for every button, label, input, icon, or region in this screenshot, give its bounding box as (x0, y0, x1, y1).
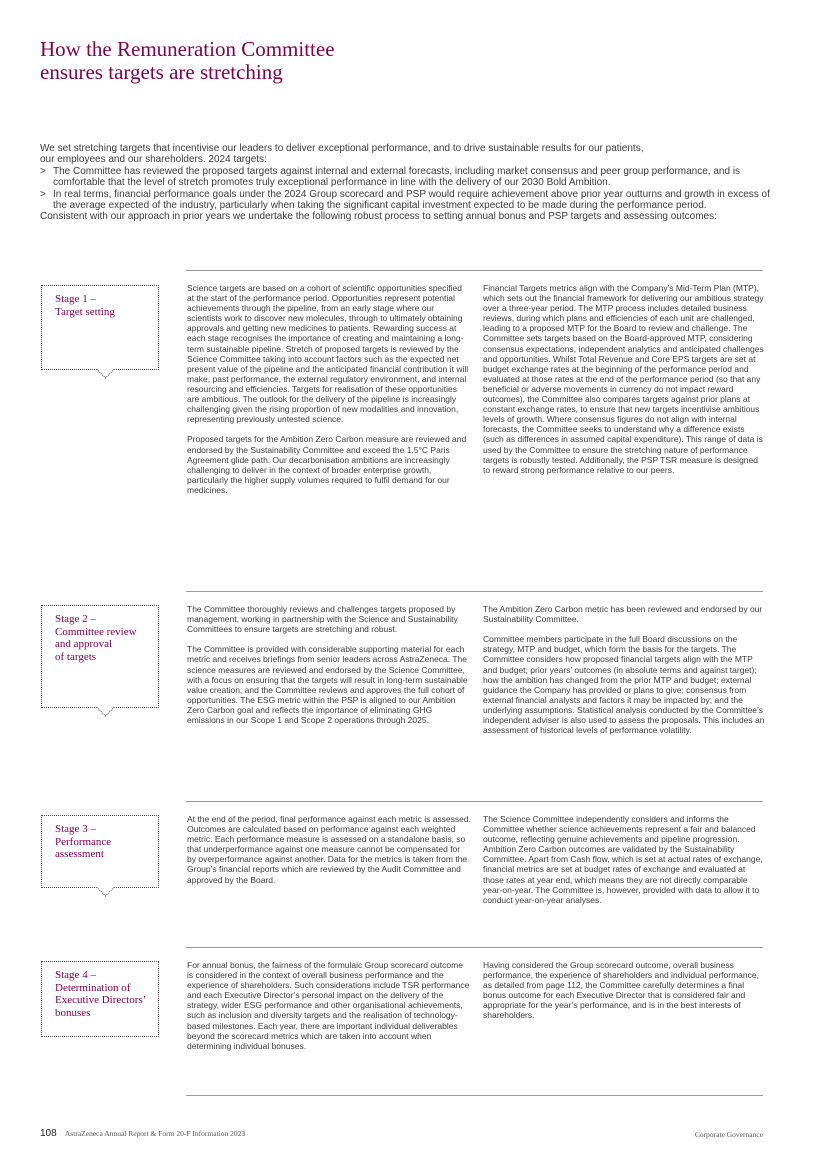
stage-4-top-rule (186, 947, 763, 948)
stage-2-col2-para-2: Committee members participate in the full Board discussions on the strategy, MTP and budget, which form the basis for the targets. The Committee considers how proposed financial targets align with the MTP and budget; prior years’ outcomes (in absolute terms and against target); how the ambition has changed from the prior MTP and budget; external guidance the Company has provided or plans to give; consensus from external financial analysts and factors it may be impacted by; and the underlying assumptions. Statistical analysis conducted by the Committee’s independent adviser is also used to assess the proposals. This includes an assessment of historical levels of performance volatility. (483, 634, 765, 736)
section-bottom-rule (186, 1095, 763, 1096)
stage-3-title-line1: Performance (55, 835, 112, 848)
stage-4-title-line1: Determination of (55, 981, 131, 994)
stage-2-number: Stage 2 – (55, 613, 96, 625)
intro-bullet-1-text: The Committee has reviewed the proposed targets against internal and external forecasts, including market consensus and peer group performance, and is comfortable that the level of stretch promotes truly exceptional performance in line with the delivery of our 2030 Bold Ambition. (53, 165, 741, 189)
stage-3-title-line2: assessment (55, 848, 104, 861)
stage-4-number: Stage 4 – (55, 969, 96, 981)
stage-1-column-1 (187, 283, 471, 495)
page-title (40, 38, 540, 84)
stage-4-column-1 (187, 960, 471, 1051)
stage-1-number: Stage 1 – (55, 293, 96, 305)
stage-2-col1-para-2: The Committee is provided with considerable supporting material for each metric and receives briefings from senior leaders across AstraZeneca. The science measures are reviewed and endorsed by the Science Committee, with a focus on ensuring that the targets will result in long-term sustainable value creation, and the Committee reviews and approves the full cohort of opportunities. The ESG metric within the PSP is aligned to our Ambition Zero Carbon goal and reflects the importance of eliminating GHG emissions in our Scope 1 and Scope 2 operations through 2025. (187, 644, 468, 726)
page-number: 108 (40, 1128, 57, 1139)
stage-2-title-line2: and approval (55, 638, 113, 651)
stage-4-col1-para-1: For annual bonus, the fairness of the formulaic Group scorecard outcome is considered in the context of overall business performance and the experience of shareholders. Such considerations include TSR performance and each Executive Director’s personal impact on the delivery of the strategy, wider ESG performance and other organisational achievements, such as inclusion and diversity targets and the realisation of technology-based milestones. Each year, there are important individual deliverables beyond the scorecard metrics which are taken into account when determining individual bonuses. (187, 960, 470, 1051)
stage-3-top-rule (186, 801, 763, 802)
section-name: Corporate Governance (694, 1130, 763, 1139)
stage-1-label-box (41, 285, 159, 370)
stage-1-col1-para-2: Proposed targets for the Ambition Zero Carbon measure are reviewed and endorsed by the Sustainability Committee and exceed the 1.5°C Paris Agreement glide path. Our decarbonisation ambitions are increasingly challenging to deliver in the context of broader enterprise growth, particularly the higher supply volumes required to fulfil demand for our medicines. (187, 434, 467, 495)
page-title-line1: How the Remuneration Committee (40, 37, 335, 61)
stage-3-number: Stage 3 – (55, 823, 96, 835)
intro-lead (40, 143, 770, 166)
stage-1-col1-para-1: Science targets are based on a cohort of scientific opportunities specified at the start of the performance period. Opportunities represent potential achievements through the pipeline, from an early stage where our scientists work to discover new molecules, through to ultimately obtaining approvals and getting new medicines to patients. Rewarding success at each stage recognises the importance of creating and maintaining a long-term sustainable pipeline. Stretch of proposed targets is reviewed by the Science Committee taking into account factors such as the expected net present value of the pipeline and the anticipated financial contribution it will make, past performance, the external regulatory environment, and internal resourcing and efficiencies. Targets for realisation of these opportunities are ambitious. The outlook for the delivery of the pipeline is increasingly challenging given the rising proportion of new modalities and innovation, representing previously untested science. (187, 283, 469, 425)
intro-bullet-1 (40, 166, 770, 189)
stage-2-col2-para-1: The Ambition Zero Carbon metric has been reviewed and endorsed by our Sustainability Committee. (483, 604, 763, 625)
stage-3-col1-para-1: At the end of the period, final performance against each metric is assessed. Outcomes are calculated based on performance against each weighted metric. Each performance measure is assessed on a standalone basis, so that underperformance against one measure cannot be compensated for by overperformance against another. Data for the metrics is taken from the Group’s financial reports which are reviewed by the Audit Committee and approved by the Board. (187, 814, 471, 885)
bullet-marker: > (40, 165, 46, 177)
page-title-line2: ensures targets are stretching (40, 60, 283, 84)
bullet-marker: > (40, 188, 46, 200)
intro-bullet-2 (40, 189, 770, 212)
stage-3-pointer (96, 878, 114, 896)
intro-bullet-2-text: In real terms, financial performance goals under the 2024 Group scorecard and PSP would require achievement above prior year outturns and growth in excess of the average expected of the industry, particularly when taking the significant capital investment expected to be made during the performance period. (53, 188, 770, 212)
intro-section (40, 143, 770, 223)
intro-closing: Consistent with our approach in prior years we undertake the following robust process to setting annual bonus and PSP targets and assessing outcomes: (40, 211, 717, 223)
stage-2-title-line3: of targets (55, 650, 97, 663)
stage-2-col1-para-1: The Committee thoroughly reviews and challenges targets proposed by management, working in partnership with the Science and Sustainability Committees to ensure targets are stretching and robust. (187, 604, 458, 635)
stage-1-column-2 (483, 283, 767, 475)
stage-2-title-line1: Committee review (55, 625, 137, 638)
intro-lead-line2: our employees and our shareholders. 2024 targets: (40, 154, 267, 166)
intro-lead-line1: We set stretching targets that incentivise our leaders to deliver exceptional performance, and to drive sustainable results for our patients, (40, 143, 644, 154)
stage-3-col2-para-1: The Science Committee independently considers and informs the Committee whether science achievements represent a fair and balanced outcome, reflecting genuine achievements and pipeline progression. Ambition Zero Carbon outcomes are validated by the Sustainability Committee. Apart from Cash flow, which is set at actual rates of exchange, financial metrics are set at budget rates of exchange and evaluated at those rates at year end, which means they are not directly comparable year-on-year. The Committee is, however, provided with data to allow it to conduct year-on-year analyses. (483, 814, 763, 905)
stage-1-top-rule (186, 270, 763, 271)
stage-2-column-2 (483, 604, 767, 735)
stage-3-column-1 (187, 814, 471, 885)
stage-1-title: Target setting (55, 305, 115, 318)
page-footer (40, 1128, 763, 1139)
stage-4-title-line3: bonuses (55, 1006, 91, 1019)
publication-title: AstraZeneca Annual Report & Form 20-F Information 2023 (64, 1129, 246, 1138)
stage-2-pointer (96, 698, 114, 716)
stage-2-column-1 (187, 604, 471, 725)
stage-1-col2-para-1: Financial Targets metrics align with the Company’s Mid-Term Plan (MTP), which sets out the financial framework for delivering our ambitious strategy over a three-year period. The MTP process includes detailed business reviews, during which plans and efficiencies of each unit are challenged, leading to a proposed MTP for the Board to review and challenge. The Committee sets targets based on the Board-approved MTP, considering consensus expectations, independent analytics and anticipated challenges and opportunities. Whilst Total Revenue and Core EPS targets are set at budget exchange rates at the beginning of the performance period and evaluated at those rates at the end of the performance period (so that any beneficial or adverse movements in currency do not impact reward outcomes), the Committee also compares targets against prior plans at constant exchange rates, to ensure that new targets incentivise ambitious levels of growth. Where consensus figures do not align with internal forecasts, the Committee seeks to understand why a difference exists (such as differences in assumed capital expenditure). This range of data is used by the Committee to ensure the stretching nature of performance targets is robustly tested. Additionally, the PSP TSR measure is designed to reward strong performance relative to our peers. (483, 283, 764, 475)
stage-4-column-2 (483, 960, 767, 1021)
stage-2-label-box (41, 605, 159, 708)
stage-2-top-rule (186, 591, 763, 592)
stage-4-col2-para-1: Having considered the Group scorecard outcome, overall business performance, the experience of shareholders and individual performance, as detailed from page 112, the Committee carefully determines a final bonus outcome for each Executive Director that is considered fair and appropriate for the year’s performance, and is in the best interests of shareholders. (483, 960, 759, 1021)
stage-4-title-line2: Executive Directors’ (55, 994, 147, 1007)
stage-1-pointer (96, 360, 114, 378)
stage-4-label-box (41, 961, 159, 1037)
stage-3-label-box (41, 815, 159, 888)
stage-3-column-2 (483, 814, 767, 905)
